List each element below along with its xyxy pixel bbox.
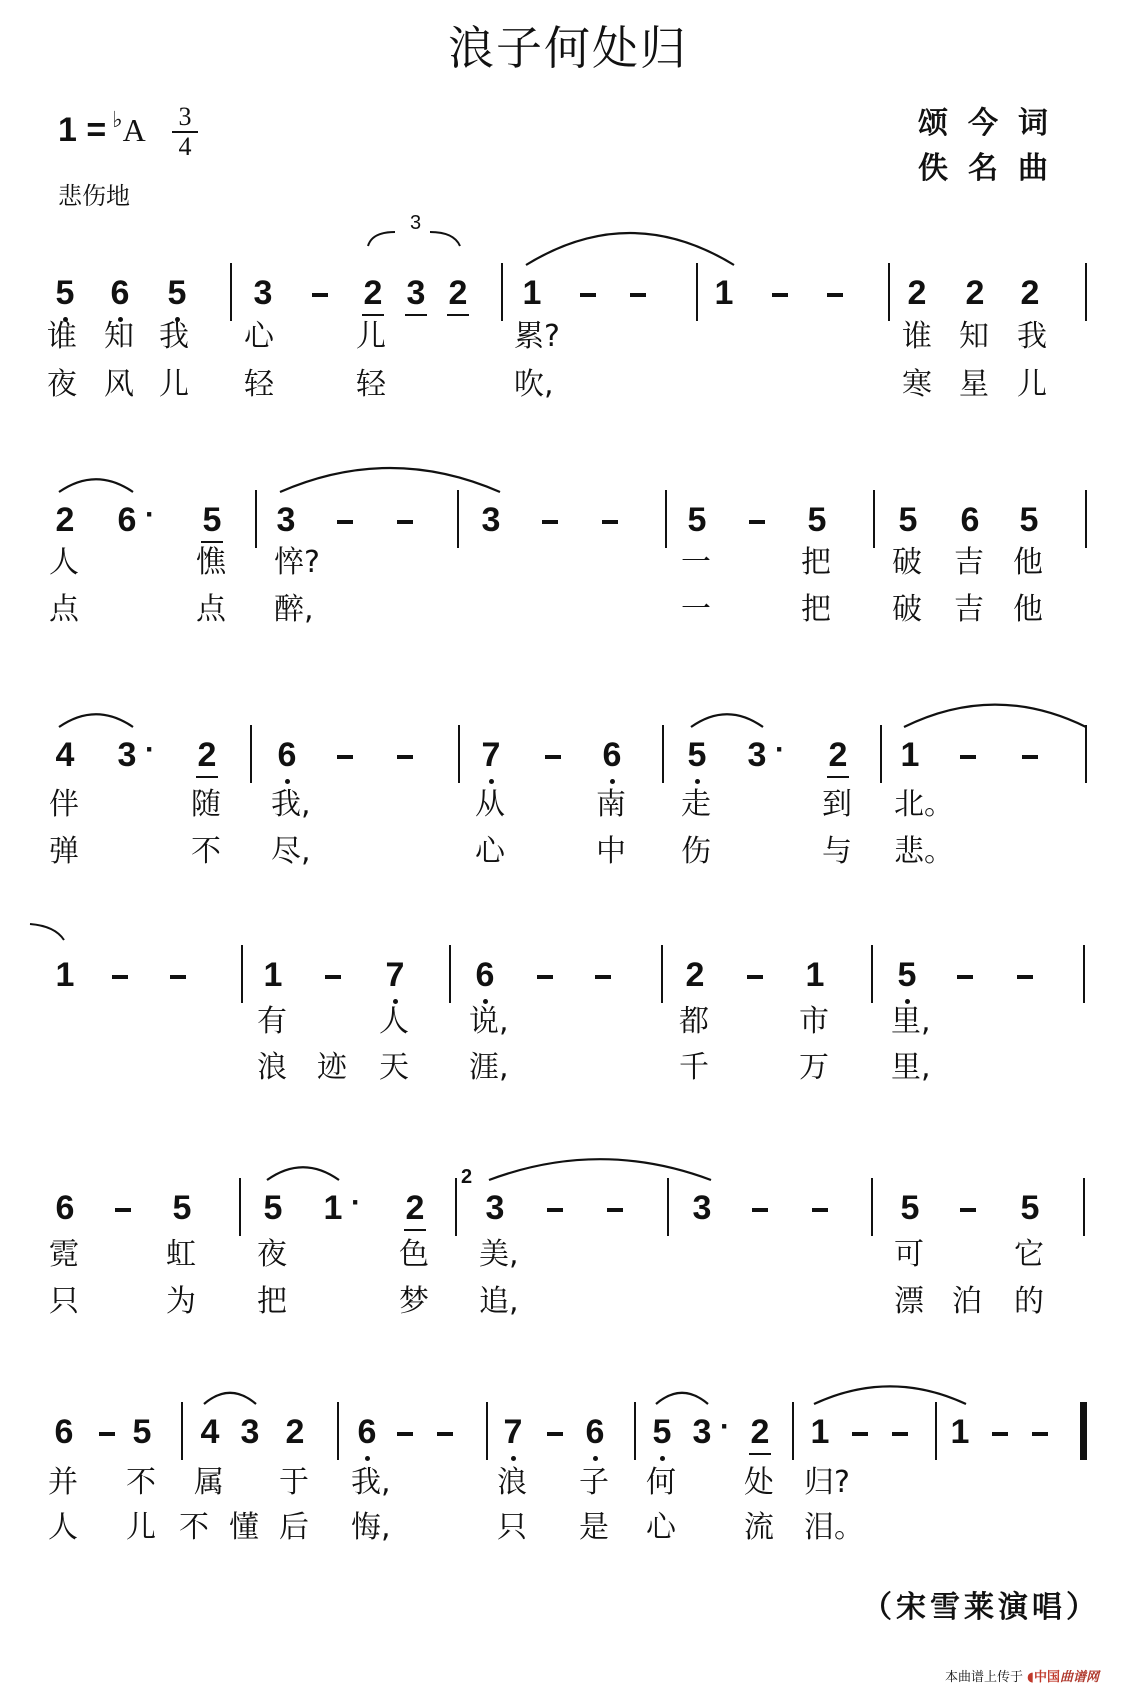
lyric-char: 何 [646, 1465, 676, 1500]
note-digit: 7 [481, 736, 501, 774]
note-digit: 6 [110, 274, 130, 312]
lyric-char: 懂 [229, 1510, 259, 1545]
note-digit: 5 [55, 274, 75, 312]
tie-continuation [30, 924, 64, 940]
note-digit: 4 [55, 736, 75, 774]
note-digit: 5 [167, 274, 187, 312]
lyric-char: 人 [49, 545, 79, 580]
lyric-char: 吹, [514, 367, 554, 402]
lyric-char: 不 [191, 834, 221, 869]
lyric-char: 到 [822, 787, 852, 822]
slur-arc [814, 1386, 966, 1404]
lyric-char: 悴? [274, 545, 320, 580]
lyric-char: 知 [959, 319, 989, 354]
lyric-char: 不 [179, 1510, 209, 1545]
lyric-char: 心 [475, 834, 505, 869]
lyric-char: 千 [679, 1050, 709, 1085]
lyric-char: 知 [104, 319, 134, 354]
lyric-char: 心 [244, 319, 274, 354]
lyric-char: 破 [892, 545, 922, 580]
lyric-char: 只 [49, 1284, 79, 1319]
footer-watermark [945, 1666, 1099, 1685]
lyric-char: 天 [379, 1050, 409, 1085]
song-title: 浪子何处归 [448, 21, 688, 75]
note-digit: 2 [448, 274, 468, 312]
lyric-char: 谁 [902, 319, 932, 354]
note-digit: 1 [522, 274, 542, 312]
note-digit: 2 [285, 1413, 305, 1451]
lyric-char: 点 [196, 592, 226, 627]
lyric-char: 风 [104, 367, 134, 402]
note-digit: 1 [55, 956, 75, 994]
note-digit: 6 [602, 736, 622, 774]
note-digit: 7 [385, 956, 405, 994]
note-digit: 6 [277, 736, 297, 774]
slur-arc [526, 233, 734, 265]
key-note: A [122, 112, 146, 148]
lyric-char: 憔 [196, 545, 226, 580]
lyric-char: 人 [379, 1004, 409, 1039]
lyricist-credit: 颂今词 [918, 106, 1068, 141]
lyric-char: 只 [497, 1510, 527, 1545]
key-tonic: 1 [58, 111, 77, 149]
slur-arc [489, 1159, 711, 1180]
lyric-char: 累? [514, 319, 560, 354]
lyric-char: 从 [475, 787, 505, 822]
lyric-char: 他 [1013, 545, 1043, 580]
note-digit: 5 [202, 501, 222, 539]
slur-arc [691, 714, 763, 727]
note-digit: 2 [197, 736, 217, 774]
lyric-char: 南 [596, 787, 626, 822]
tuplet-bracket-left [368, 232, 395, 246]
note-digit: 1 [805, 956, 825, 994]
lyric-char: 子 [579, 1465, 609, 1500]
lyric-char: 吉 [954, 592, 984, 627]
lyric-char: 市 [799, 1004, 829, 1039]
lyric-char: 一 [681, 592, 711, 627]
lyric-char: 儿 [356, 319, 386, 354]
note-digit: 1 [263, 956, 283, 994]
note-digit: 2 [907, 274, 927, 312]
slur-arc [59, 479, 133, 492]
lyric-char: 的 [1014, 1284, 1044, 1319]
lyric-char: 于 [279, 1465, 309, 1500]
singer-credit: （宋雪莱演唱） [862, 1590, 1100, 1625]
lyric-char: 轻 [356, 367, 386, 402]
note-digit: 7 [503, 1413, 523, 1451]
lyric-char: 我, [271, 787, 311, 822]
lyric-char: 他 [1013, 592, 1043, 627]
lyric-char: 美, [479, 1237, 519, 1272]
lyric-char: 伤 [681, 834, 711, 869]
slur-arc [656, 1393, 708, 1404]
lyric-char: 夜 [47, 367, 77, 402]
lyric-char: 梦 [399, 1284, 429, 1319]
lyric-char: 归? [804, 1465, 850, 1500]
augmentation-dot: · [351, 1186, 361, 1219]
lyric-char: 走 [681, 787, 711, 822]
lyric-char: 霓 [49, 1237, 79, 1272]
note-digit: 6 [55, 1189, 75, 1227]
lyric-char: 破 [892, 592, 922, 627]
note-digit: 3 [117, 736, 137, 774]
note-digit: 1 [810, 1413, 830, 1451]
lyric-char: 点 [49, 592, 79, 627]
lyric-char: 吉 [954, 545, 984, 580]
note-digit: 5 [263, 1189, 283, 1227]
lyric-char: 有 [257, 1004, 287, 1039]
lyric-char: 谁 [47, 319, 77, 354]
flat-sign: ♭ [112, 108, 123, 133]
lyric-char: 弹 [49, 834, 79, 869]
lyric-char: 我 [159, 319, 189, 354]
slur-arc [267, 1167, 339, 1180]
lyric-char: 醉, [274, 592, 314, 627]
lyric-char: 不 [126, 1465, 156, 1500]
note-digit: 5 [898, 501, 918, 539]
note-digit: 2 [965, 274, 985, 312]
lyric-char: 随 [191, 787, 221, 822]
note-digit: 3 [253, 274, 273, 312]
lyric-char: 属 [194, 1465, 224, 1500]
note-digit: 1 [950, 1413, 970, 1451]
note-digit: 5 [1020, 1189, 1040, 1227]
lyric-char: 儿 [159, 367, 189, 402]
lyric-char: 虹 [166, 1237, 196, 1272]
lyric-char: 我 [1017, 319, 1047, 354]
lyric-char: 追, [479, 1284, 519, 1319]
lyric-char: 人 [48, 1510, 78, 1545]
lyric-char: 中 [596, 834, 626, 869]
note-digit: 4 [200, 1413, 220, 1451]
lyric-char: 它 [1014, 1237, 1044, 1272]
lyric-char: 与 [822, 834, 852, 869]
lyric-char: 尽, [271, 834, 311, 869]
lyric-char: 浪 [257, 1050, 287, 1085]
lyric-char: 说, [469, 1004, 509, 1039]
slur-arc [280, 468, 500, 492]
augmentation-dot: · [720, 1410, 730, 1443]
slur-arc [904, 705, 1086, 727]
note-digit: 2 [828, 736, 848, 774]
site-logo: ◖ [1027, 1670, 1035, 1685]
note-digit: 3 [485, 1189, 505, 1227]
lyric-char: 处 [744, 1465, 774, 1500]
lyric-char: 把 [801, 545, 831, 580]
time-top: 3 [178, 102, 192, 131]
note-digit: 3 [692, 1189, 712, 1227]
lyric-char: 我, [351, 1465, 391, 1500]
logo-text-b: 曲谱网 [1060, 1670, 1100, 1685]
lyric-char: 泪。 [804, 1510, 864, 1545]
note-digit: 1 [323, 1189, 343, 1227]
note-digit: 3 [692, 1413, 712, 1451]
lyric-char: 后 [279, 1510, 309, 1545]
key-equals: = [86, 111, 107, 149]
slur-arc [59, 714, 133, 727]
note-digit: 5 [687, 501, 707, 539]
note-digit: 6 [54, 1413, 74, 1451]
note-digit: 5 [900, 1189, 920, 1227]
note-digit: 3 [747, 736, 767, 774]
lyric-char: 迹 [317, 1050, 347, 1085]
composer-credit: 佚名曲 [918, 151, 1068, 186]
note-digit: 5 [132, 1413, 152, 1451]
note-digit: 2 [405, 1189, 425, 1227]
lyric-char: 悔, [351, 1510, 391, 1545]
grace-note: 2 [461, 1166, 473, 1188]
note-digit: 6 [357, 1413, 377, 1451]
augmentation-dot: · [145, 498, 155, 531]
lyric-char: 都 [679, 1004, 709, 1039]
note-digit: 5 [807, 501, 827, 539]
lyric-char: 轻 [244, 367, 274, 402]
note-digit: 1 [900, 736, 920, 774]
lyric-char: 儿 [1017, 367, 1047, 402]
note-digit: 6 [960, 501, 980, 539]
augmentation-dot: · [145, 733, 155, 766]
note-digit: 5 [687, 736, 707, 774]
lyric-char: 把 [801, 592, 831, 627]
note-digit: 3 [406, 274, 426, 312]
note-digit: 5 [172, 1189, 192, 1227]
slur-arc [204, 1393, 256, 1404]
lyric-char: 伴 [49, 787, 79, 822]
lyric-char: 心 [646, 1510, 676, 1545]
lyric-char: 把 [257, 1284, 287, 1319]
augmentation-dot: · [775, 733, 785, 766]
note-digit: 2 [685, 956, 705, 994]
note-digit: 2 [363, 274, 383, 312]
lyric-char: 漂 [894, 1284, 924, 1319]
lyric-char: 浪 [497, 1465, 527, 1500]
note-digit: 3 [240, 1413, 260, 1451]
tuplet-label: 3 [410, 212, 422, 234]
note-digit: 6 [117, 501, 137, 539]
note-digit: 5 [897, 956, 917, 994]
note-digit: 5 [1019, 501, 1039, 539]
time-bottom: 4 [178, 132, 192, 161]
lyric-char: 北。 [894, 787, 954, 822]
lyric-char: 夜 [257, 1237, 287, 1272]
lyric-char: 里, [891, 1004, 931, 1039]
lyric-char: 泊 [952, 1284, 982, 1319]
lyric-char: 一 [681, 545, 711, 580]
lyric-char: 色 [399, 1237, 429, 1272]
lyric-char: 流 [744, 1510, 774, 1545]
footer-text: 本曲谱上传于 [945, 1670, 1024, 1685]
note-digit: 2 [1020, 274, 1040, 312]
lyric-char: 星 [959, 367, 989, 402]
note-digit: 2 [750, 1413, 770, 1451]
lyric-char: 悲。 [894, 834, 954, 869]
lyric-char: 可 [894, 1237, 924, 1272]
tempo-marking: 悲伤地 [58, 182, 130, 210]
tuplet-bracket-right [430, 232, 460, 246]
note-digit: 5 [652, 1413, 672, 1451]
logo-text-a: 中国 [1034, 1670, 1061, 1685]
lyric-char: 涯, [469, 1050, 509, 1085]
lyric-char: 万 [799, 1050, 829, 1085]
lyric-char: 儿 [126, 1510, 156, 1545]
note-digit: 3 [481, 501, 501, 539]
lyric-char: 并 [48, 1465, 78, 1500]
note-digit: 2 [55, 501, 75, 539]
lyric-char: 是 [579, 1510, 609, 1545]
note-digit: 6 [475, 956, 495, 994]
note-digit: 6 [585, 1413, 605, 1451]
lyric-char: 里, [891, 1050, 931, 1085]
note-digit: 3 [276, 501, 296, 539]
lyric-char: 寒 [902, 367, 932, 402]
note-digit: 1 [714, 274, 734, 312]
lyric-char: 为 [166, 1284, 196, 1319]
